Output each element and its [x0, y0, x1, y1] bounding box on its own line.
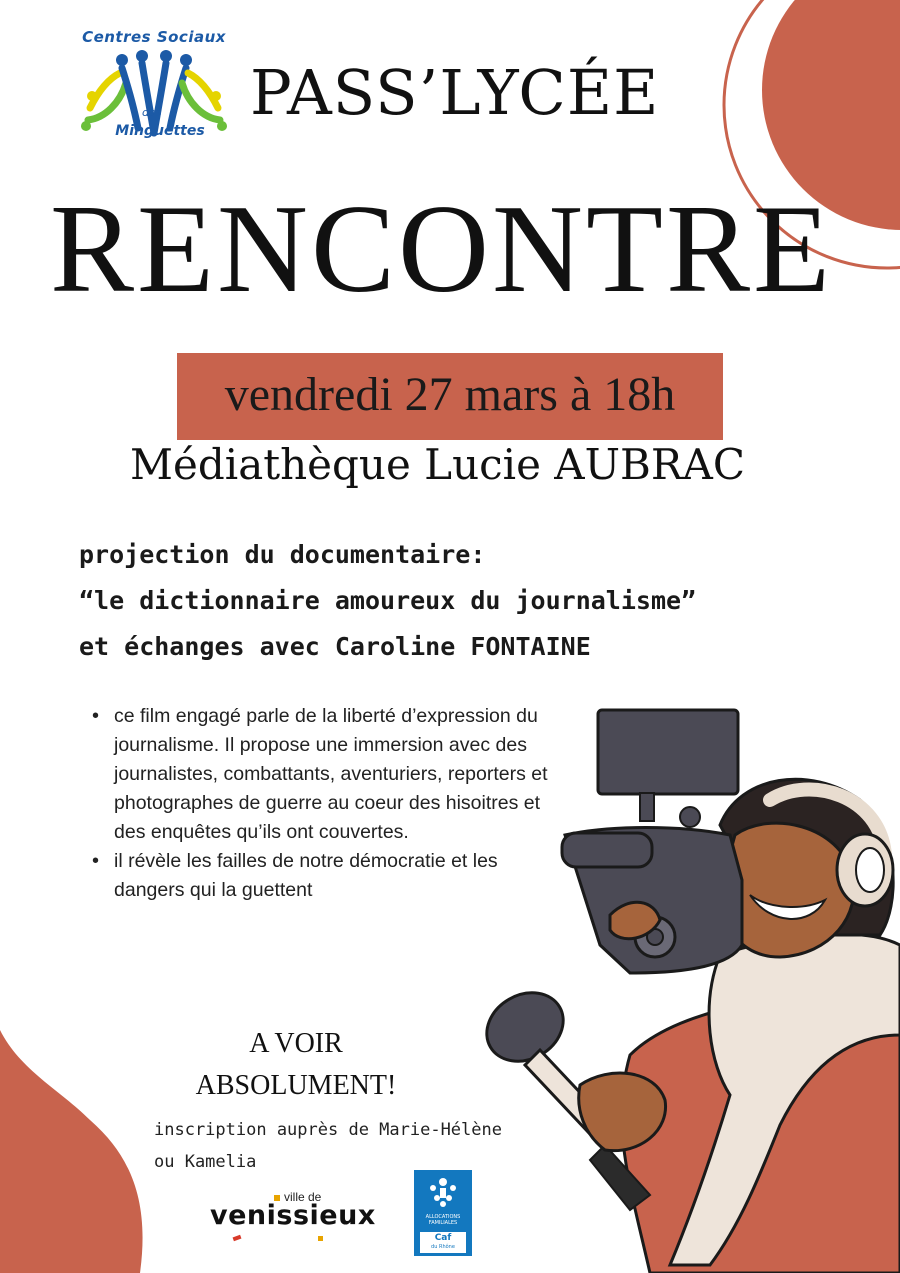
- logo-top-text: Centres Sociaux: [82, 28, 226, 46]
- projection-line-2: “le dictionnaire amoureux du journalisme”: [79, 586, 697, 615]
- main-title: RENCONTRE: [50, 180, 833, 319]
- decorative-blob: [0, 1030, 150, 1273]
- centres-sociaux-logo: [78, 28, 230, 148]
- journalist-illustration: [480, 705, 900, 1273]
- description-item: • ce film engagé parle de la liberté d’expression du journalisme. Il propose une immersion avec des journalistes, combattants, aventuriers, reporters et photographes de guerre au coeur des hisoitres et des enquêtes qu’ils ont couvertes.: [92, 702, 552, 847]
- projection-line-1: projection du documentaire:: [79, 540, 486, 569]
- call-to-action-line-1: A VOIR: [249, 1028, 343, 1059]
- ville-logo-prefix: ville de: [284, 1190, 322, 1204]
- caf-logo: [414, 1170, 472, 1256]
- ville-logo-accent: [318, 1236, 323, 1241]
- caf-family-icon: [426, 1176, 460, 1210]
- ville-logo-accent: [233, 1235, 242, 1241]
- registration-line-2: ou Kamelia: [154, 1152, 257, 1172]
- date-banner: [177, 353, 723, 440]
- caf-region: du Rhône: [431, 1244, 455, 1250]
- projection-line-3: et échanges avec Caroline FONTAINE: [79, 632, 591, 661]
- call-to-action-line-2: ABSOLUMENT!: [195, 1070, 397, 1101]
- logo-middle-text: des: [142, 106, 162, 119]
- pass-lycee-title: PASS’LYCÉE: [250, 56, 660, 129]
- caf-label: ALLOCATIONS FAMILIALES: [425, 1214, 461, 1226]
- caf-name: Caf: [434, 1233, 452, 1243]
- description-item: • il révèle les failles de notre démocratie et les dangers qui la guettent: [92, 847, 552, 905]
- event-venue: Médiathèque Lucie AUBRAC: [130, 440, 745, 489]
- logo-bottom-text: Minguettes: [115, 123, 205, 139]
- event-date: vendredi 27 mars à 18h: [224, 368, 676, 421]
- caf-name-box: [420, 1232, 466, 1253]
- registration-line-1: inscription auprès de Marie-Hélène: [154, 1120, 502, 1140]
- ville-logo-name: venissieux: [210, 1200, 376, 1231]
